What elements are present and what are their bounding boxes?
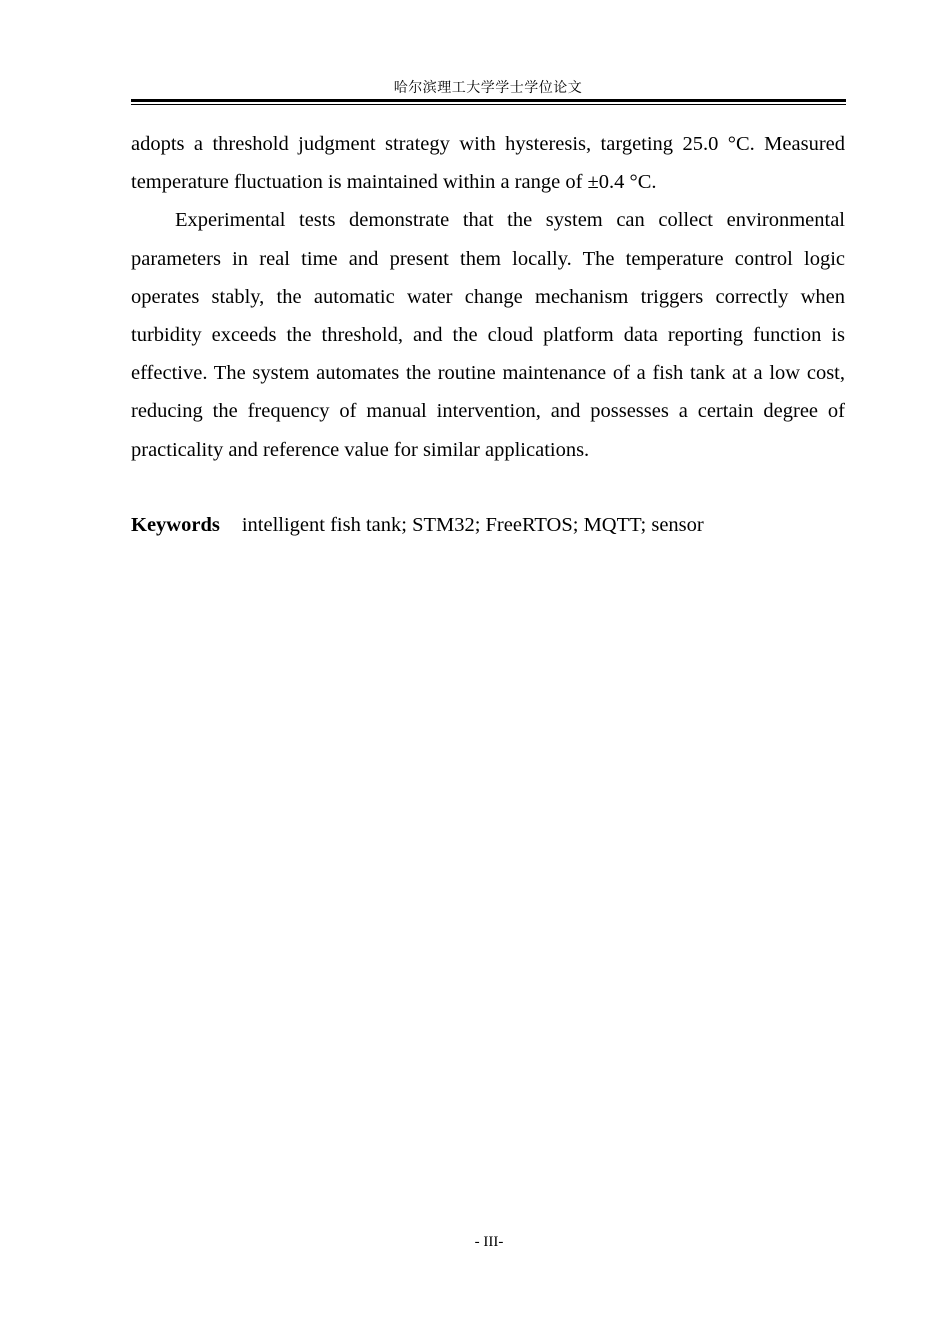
abstract-body xyxy=(131,125,845,469)
header-rule-thick xyxy=(131,99,846,102)
running-header-title: 哈尔滨理工大学学士学位论文 xyxy=(393,80,583,96)
header-rule-thin xyxy=(131,104,846,105)
keywords-value: intelligent fish tank; STM32; FreeRTOS; MQTT; sensor xyxy=(241,514,704,536)
paragraph-experimental-results: Experimental tests demonstrate that the system can collect environmental parameters in real time and present them locally. The temperature control logic operates stably, the automatic water change mechanism triggers correctly when turbidity exceeds the threshold, and the cloud platform data reporting function is effective. The system automates the routine maintenance of a fish tank at a low cost, reducing the frequency of manual intervention, and possesses a certain degree of practicality and reference value for similar applications. xyxy=(131,209,845,461)
paragraph-continuation: adopts a threshold judgment strategy with hysteresis, targeting 25.0 °C. Measured temperature fluctuation is maintained within a range of ±0.4 °C. xyxy=(131,133,845,194)
keywords-line xyxy=(131,506,845,544)
page-number: - III- xyxy=(474,1234,504,1250)
keywords-label: Keywords xyxy=(131,514,220,536)
